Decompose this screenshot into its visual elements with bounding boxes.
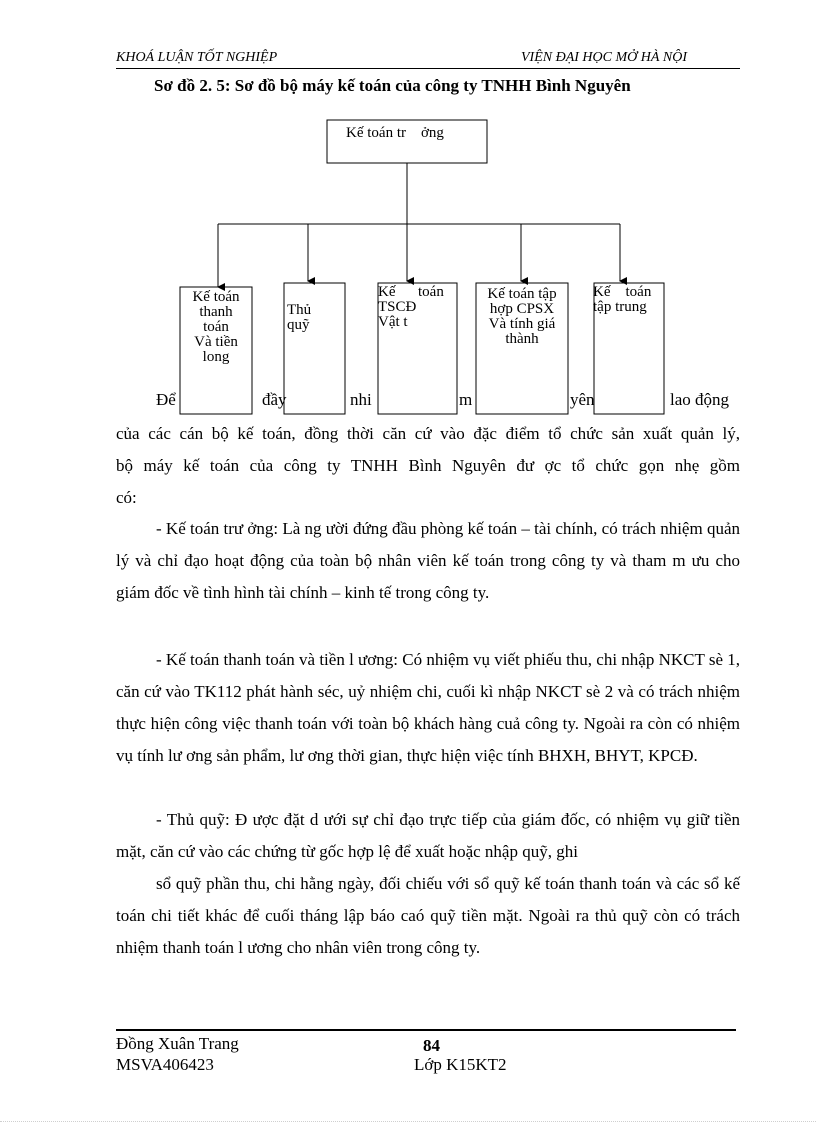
org-chart — [0, 0, 816, 440]
header-right: VIỆN ĐẠI HỌC MỞ HÀ NỘI — [521, 50, 688, 65]
header-left: KHOÁ LUẬN TỐT NGHIỆP — [116, 50, 278, 65]
page-edge — [0, 1121, 816, 1122]
fragment-6: lao động — [670, 390, 730, 409]
body-line: có: — [116, 488, 137, 507]
body-line: của các cán bộ kế toán, đồng thời căn cứ vào đặc điểm tổ chức sản xuất quản lý, — [116, 424, 740, 443]
footer-class: Lớp K15KT2 — [414, 1055, 507, 1074]
fragment-2: đầy — [262, 390, 287, 409]
paragraph-cashier-cont: sổ quỹ phần thu, chi hằng ngày, đối chiếu với sổ quỹ kế toán thanh toán và các sổ kế toán chi tiết khác để cuối tháng lập báo caó quỹ tiền mặt. Ngoài ra thủ quỹ còn có trách nhiệm thanh toán l ương cho nhân viên trong công ty. — [116, 874, 740, 957]
box-fixed-assets-label: Kế toán TSCĐ Vật t — [378, 284, 444, 330]
box-cashier-label: Thủ quỹ — [287, 302, 312, 333]
fragment-4: m — [459, 390, 473, 409]
body-line: bộ máy kế toán của công ty TNHH Bình Nguyên đư ợc tổ chức gọn nhẹ gồm — [116, 456, 740, 475]
box-cost-label: Kế toán tập hợp CPSX Và tính giá thành — [487, 286, 557, 347]
paragraph-payment-accountant: - Kế toán thanh toán và tiền l ương: Có nhiệm vụ viết phiếu thu, chi nhập NKCT sè 1, căn cứ vào TK112 phát hành séc, uỷ nhiệm chi, cuối kì nhập NKCT sè 2 và có trách nhiệm thực hiện công việc thanh toán với toàn bộ khách hàng cuả công ty. Ngoài ra còn có nhiệm vụ tính lư ơng sản phẩm, lư ơng thời gian, thực hiện việc tính BHXH, BHYT, KPCĐ. — [116, 650, 740, 765]
footer-name: Đồng Xuân Trang — [116, 1034, 239, 1053]
fragment-3: nhi — [350, 390, 372, 409]
page-number: 84 — [423, 1036, 440, 1055]
box-payment-label: Kế toán thanh toán Và tiền long — [192, 289, 240, 365]
fragment-5: yên — [570, 390, 595, 409]
box-general-label: Kế toán tập trung — [593, 284, 652, 315]
paragraph-chief-accountant: - Kế toán trư ởng: Là ng ười đứng đầu phòng kế toán – tài chính, có trách nhiệm quản lý và chỉ đạo hoạt động của toàn bộ nhân viên kế toán trong công ty và tham m ưu cho giám đốc về tình hình tài chính – kinh tế trong công ty. — [116, 519, 740, 602]
chief-accountant-label: Kế toán tr ởng — [346, 125, 444, 141]
footer-student-id: MSVA406423 — [116, 1055, 214, 1074]
footer-rule — [116, 1029, 736, 1031]
fragment-1: Để — [156, 390, 176, 409]
diagram-title: Sơ đồ 2. 5: Sơ đồ bộ máy kế toán của công ty TNHH Bình Nguyên — [154, 76, 631, 95]
paragraph-cashier: - Thủ quỹ: Đ ược đặt d ưới sự chỉ đạo trực tiếp của giám đốc, có nhiệm vụ giữ tiền mặt, căn cứ vào các chứng từ gốc hợp lệ để xuất hoặc nhập quỹ, ghi — [116, 810, 740, 861]
